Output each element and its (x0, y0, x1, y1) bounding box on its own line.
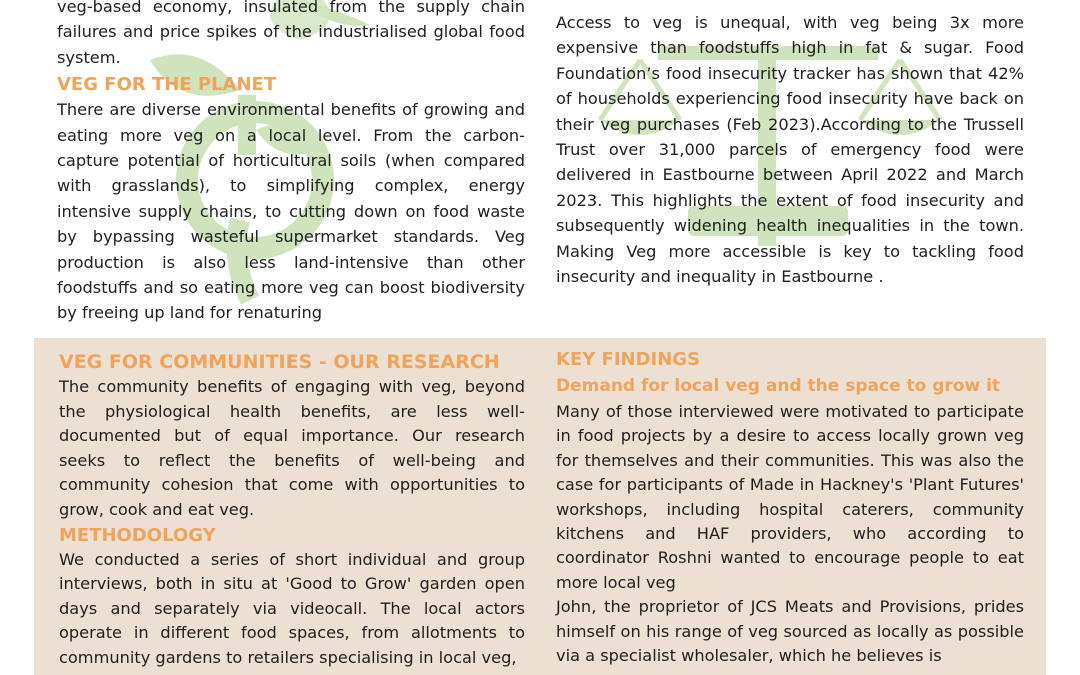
communities-paragraph: The community benefits of engaging with veg, beyond the physiological health benefits, are less well-documented but of equal importance. Our research seeks to reflect the benefits of well-being and community cohesion that come with opportunities to grow, cook and eat veg. (59, 377, 525, 519)
findings-paragraph-2: John, the proprietor of JCS Meats and Provisions, prides himself on his range of veg sourced as locally as possible via a specialist wholesaler, which he believes is (556, 597, 1024, 666)
top-right-column (556, 0, 1024, 289)
bottom-right-column (556, 347, 1024, 668)
bottom-left-column (59, 349, 525, 671)
top-left-column (57, 0, 525, 326)
methodology-paragraph: We conducted a series of short individual and group interviews, both in situ at 'Good to Grow' garden open days and separately via videocall. The local actors operate in different food spaces, from allotments to community gardens to retailers specialising in local veg, (59, 549, 525, 667)
planet-heading: VEG FOR THE PLANET (57, 74, 277, 96)
findings-paragraph-1: Many of those interviewed were motivated to participate in food projects by a desire to access locally grown veg for themselves and their communities. This was also the case for participants of Made in Hackney's 'Plant Futures' workshops, including hospital caterers, community kitchens and HAF providers, who according to coordinator Roshni wanted to encourage people to eat more local veg (556, 402, 1024, 592)
intro-paragraph: veg-based economy, insulated from the supply chain failures and price spikes of the industrialised global food system. (57, 0, 525, 67)
communities-heading: VEG FOR COMMUNITIES - OUR RESEARCH (59, 351, 500, 373)
findings-subheading: Demand for local veg and the space to grow it (556, 376, 1001, 396)
methodology-heading: METHODOLOGY (59, 524, 216, 546)
planet-paragraph: There are diverse environmental benefits of growing and eating more veg on a local level. From the carbon-capture potential of horticultural soils (when compared with grasslands), to simplifying complex, energy intensive supply chains, to cutting down on food waste by bypassing wasteful supermarket standards. Veg production is also less land-intensive than other foodstuffs and so eating more veg can boost biodiversity by freeing up land for renaturing (57, 100, 525, 323)
findings-heading: KEY FINDINGS (556, 349, 701, 370)
equality-paragraph: Access to veg is unequal, with veg being 3x more expensive than foodstuffs high in fat & sugar. Food Foundation’s food insecurity tracker has shown that 42% of households experiencing food insecurity have back on their veg purchases (Feb 2023).According to the Trussell Trust over 31,000 parcels of emergency food were delivered in Eastbourne between April 2022 and March 2023. This highlights the extent of food insecurity and subsequently widening health inequalities in the town. Making Veg more accessible is key to tackling food insecurity and inequality in Eastbourne . (556, 13, 1024, 287)
